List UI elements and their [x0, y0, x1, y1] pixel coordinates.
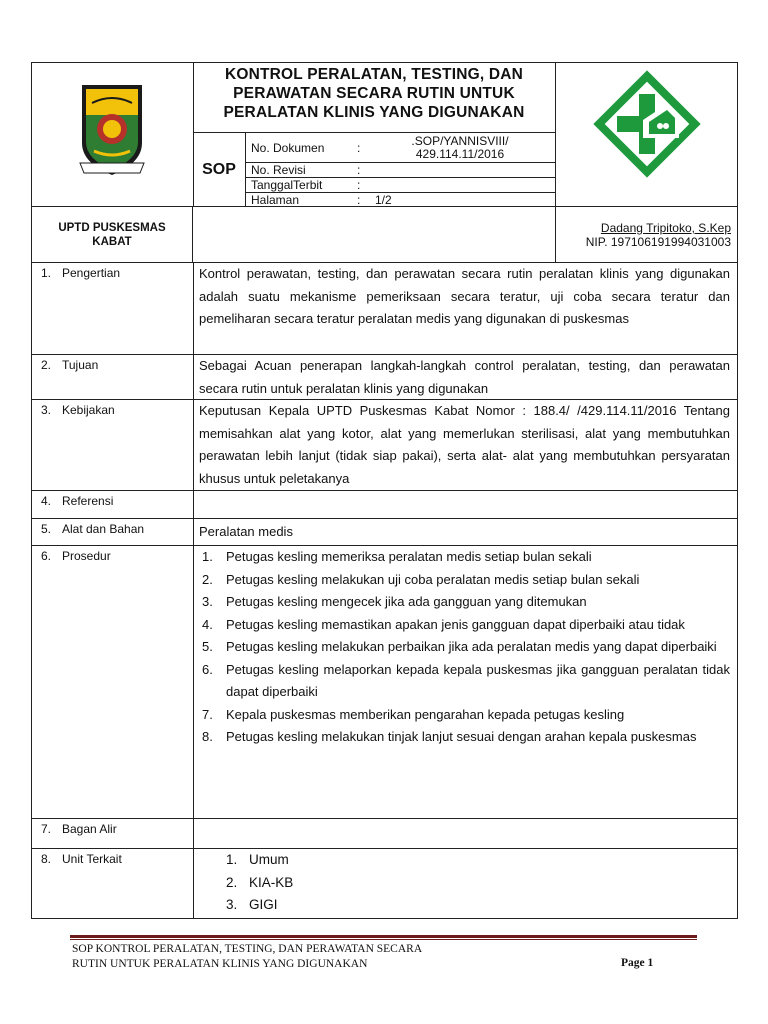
- procedure-step: [199, 636, 730, 659]
- procedure-step: [199, 591, 730, 614]
- procedure-step: [199, 569, 730, 592]
- section-title: Alat dan Bahan: [62, 522, 145, 536]
- footer-title: [72, 942, 672, 972]
- meta-label: Halaman: [251, 193, 300, 207]
- meta-label: TanggalTerbit: [251, 178, 323, 192]
- section-label: [32, 819, 194, 848]
- unit-number: 2.: [226, 874, 238, 890]
- section-label: [32, 263, 194, 354]
- section-label: [32, 546, 194, 818]
- regency-emblem-logo: [32, 63, 193, 206]
- section-label: [32, 400, 194, 490]
- section-label: [32, 355, 194, 399]
- unit-name-line: UPTD PUSKESMAS: [58, 222, 166, 234]
- section-number: 1.: [41, 266, 52, 280]
- section-content: [193, 355, 737, 400]
- procedure-table: [31, 263, 738, 919]
- section-number: 7.: [41, 822, 52, 836]
- step-text: Petugas kesling mengecek jika ada gangguan yang ditemukan: [226, 594, 587, 609]
- unit-number: 1.: [226, 852, 238, 867]
- section-content: [193, 519, 737, 544]
- meta-row-tanggal: [245, 178, 555, 193]
- unit-text: KIA-KB: [249, 874, 294, 890]
- step-text: Petugas kesling melakukan uji coba peralatan medis setiap bulan sekali: [226, 571, 640, 587]
- section-content: [193, 400, 737, 490]
- section-label: [32, 519, 194, 545]
- procedure-step: [199, 726, 730, 749]
- section-number: 5.: [41, 522, 52, 536]
- step-text: Petugas kesling melakukan perbaikan jika ada peralatan medis yang dapat diperbaiki: [226, 639, 717, 654]
- section-alat-bahan: [32, 518, 737, 545]
- health-logo-cell: [555, 63, 738, 206]
- section-number: 3.: [41, 403, 52, 417]
- signature-space: [193, 207, 556, 262]
- footer-divider-thin: [70, 939, 697, 940]
- section-referensi: [32, 490, 737, 518]
- step-text: Petugas kesling memeriksa peralatan medis setiap bulan sekali: [226, 549, 592, 564]
- meta-colon: :: [357, 141, 361, 155]
- document-meta: [245, 133, 555, 206]
- section-number: 8.: [41, 852, 52, 866]
- step-number: 4.: [202, 616, 213, 632]
- related-unit: [199, 849, 730, 872]
- footer-line: SOP KONTROL PERALATAN, TESTING, DAN PERAWATAN SECARA: [72, 943, 423, 955]
- section-kebijakan: [32, 399, 737, 490]
- section-label: [32, 491, 194, 518]
- related-unit: [199, 872, 730, 895]
- section-title: Pengertian: [62, 266, 121, 280]
- procedure-steps: [199, 546, 730, 749]
- section-text: Kontrol perawatan, testing, dan perawatan secara rutin peralatan klinis yang digunakan adalah suatu mekanisme pemeriksaan secara teratur, uji coba secara teratur dan pemeliharan secara teratur peralatan medis yang digunakan di puskesmas: [199, 266, 730, 326]
- section-title: Unit Terkait: [62, 852, 122, 866]
- section-prosedur: [32, 545, 737, 818]
- signer-nip: NIP. 197106191994031003: [585, 235, 731, 249]
- step-number: 8.: [202, 729, 213, 744]
- section-number: 6.: [41, 549, 52, 563]
- meta-row-no-dokumen: [245, 133, 555, 163]
- section-bagan-alir: [32, 818, 737, 848]
- document-title: [193, 63, 555, 133]
- regency-logo-cell: [32, 63, 194, 206]
- section-title: Bagan Alir: [62, 822, 117, 836]
- unit-signature-row: [31, 207, 738, 263]
- unit-text: GIGI: [249, 897, 278, 912]
- procedure-step: [199, 546, 730, 569]
- section-text: Sebagai Acuan penerapan langkah-langkah control peralatan, testing, dan perawatan secara rutin untuk peralatan klinis yang digunakan: [199, 358, 730, 396]
- section-title: Kebijakan: [62, 403, 115, 417]
- meta-label: No. Revisi: [251, 163, 306, 177]
- unit-number: 3.: [226, 897, 238, 912]
- footer-line: RUTIN UNTUK PERALATAN KLINIS YANG DIGUNAKAN: [72, 958, 368, 970]
- meta-row-no-revisi: [245, 163, 555, 178]
- section-content: [193, 263, 737, 331]
- signer-block: [555, 207, 737, 262]
- section-number: 2.: [41, 358, 52, 372]
- footer-divider: [70, 935, 697, 938]
- section-unit-terkait: [32, 848, 737, 918]
- related-units: [199, 849, 730, 917]
- page-number: Page 1: [621, 957, 654, 969]
- meta-colon: :: [357, 178, 361, 192]
- title-line: PERAWATAN SECARA RUTIN UNTUK: [233, 85, 515, 102]
- section-title: Referensi: [62, 494, 114, 508]
- procedure-step: [199, 704, 730, 727]
- section-content: [193, 546, 737, 749]
- meta-colon: :: [357, 193, 361, 207]
- doc-number-line: .SOP/YANNISVIII/: [411, 134, 509, 148]
- step-text: Kepala puskesmas memberikan pengarahan kepada petugas kesling: [226, 706, 625, 722]
- section-content: [193, 849, 737, 917]
- unit-name: [32, 207, 193, 262]
- step-number: 1.: [202, 549, 213, 564]
- section-tujuan: [32, 354, 737, 399]
- section-title: Tujuan: [62, 358, 99, 372]
- step-number: 6.: [202, 661, 213, 677]
- unit-name-line: KABAT: [92, 236, 132, 248]
- related-unit: [199, 894, 730, 917]
- title-line: PERALATAN KLINIS YANG DIGUNAKAN: [223, 104, 525, 121]
- step-text: Petugas kesling memastikan apakan jenis gangguan dapat diperbaiki atau tidak: [226, 616, 685, 632]
- meta-value: 1/2: [375, 193, 392, 207]
- meta-value: [385, 135, 535, 161]
- title-line: KONTROL PERALATAN, TESTING, DAN: [224, 66, 524, 83]
- step-text: Petugas kesling melakukan tinjak lanjut sesuai dengan arahan kepala puskesmas: [226, 729, 697, 744]
- meta-label: No. Dokumen: [251, 141, 325, 155]
- step-text: Petugas kesling melaporkan kepada kepala puskesmas jika gangguan peralatan tidak dapat diperbaiki: [226, 661, 730, 699]
- health-cross-logo: [556, 63, 738, 206]
- doc-number-line: 429.114.11/2016: [415, 147, 505, 161]
- step-number: 7.: [202, 706, 213, 722]
- step-number: 2.: [202, 571, 213, 587]
- signer-name: Dadang Tripitoko, S.Kep: [600, 221, 731, 235]
- section-text: Keputusan Kepala UPTD Puskesmas Kabat Nomor : 188.4/ /429.114.11/2016 Tentang memisahkan alat yang kotor, alat yang memerlukan sterilisasi, alat yang membutuhkan perawatan lebih lanjut (tidak siap pakai), serta alat- alat yang membutuhkan persyaratan khusus untuk peletakanya: [199, 403, 730, 486]
- step-number: 5.: [202, 639, 213, 654]
- procedure-step: [199, 659, 730, 704]
- unit-text: Umum: [249, 852, 289, 867]
- section-pengertian: [32, 263, 737, 354]
- meta-colon: :: [357, 163, 361, 177]
- section-title: Prosedur: [62, 549, 111, 563]
- meta-row-halaman: [245, 193, 555, 206]
- procedure-step: [199, 614, 730, 637]
- sop-label: SOP: [193, 133, 246, 206]
- section-label: [32, 849, 194, 918]
- section-text: Peralatan medis: [199, 524, 293, 539]
- section-number: 4.: [41, 494, 52, 508]
- header-table: [31, 62, 738, 207]
- step-number: 3.: [202, 594, 213, 609]
